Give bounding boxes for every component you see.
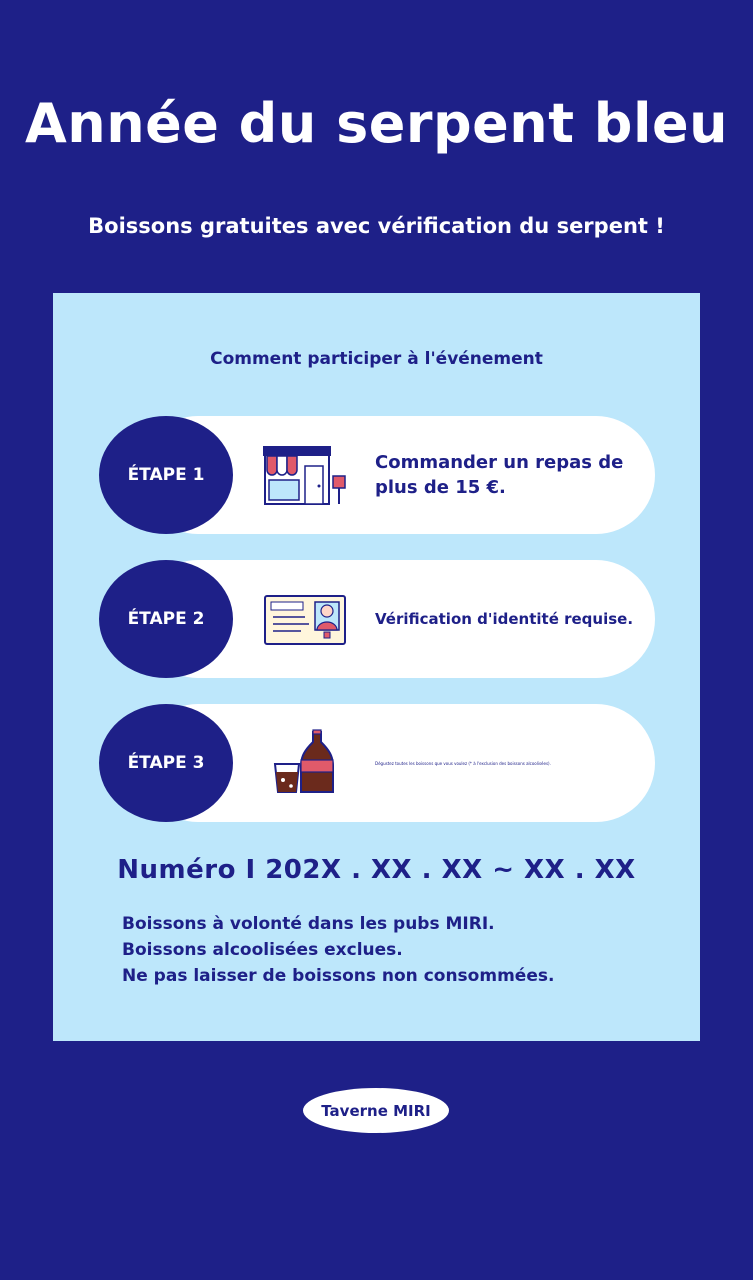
step-text: Dégustez toutes les boissons que vous voulez (* à l'exclusion des boissons alcoolisées). — [375, 760, 551, 766]
step-text: Vérification d'identité requise. — [375, 610, 634, 628]
panel-heading: Comment participer à l'événement — [210, 349, 543, 369]
event-period: Numéro I 202X . XX . XX ~ XX . XX — [117, 855, 636, 885]
step-badge: ÉTAPE 1 — [99, 416, 233, 534]
event-notes — [122, 911, 682, 989]
brand-logo: Taverne MIRI — [303, 1088, 449, 1133]
storefront-icon — [261, 440, 351, 510]
step-badge: ÉTAPE 3 — [99, 704, 233, 822]
note-line: Ne pas laisser de boissons non consommées. — [122, 966, 555, 986]
note-line: Boissons à volonté dans les pubs MIRI. — [122, 914, 495, 934]
step-2 — [99, 560, 655, 678]
id-card-icon — [261, 584, 351, 654]
step-badge: ÉTAPE 2 — [99, 560, 233, 678]
step-1 — [99, 416, 655, 534]
event-panel — [53, 293, 700, 1041]
step-text: Commander un repas de plus de 15 €. — [375, 452, 624, 498]
note-line: Boissons alcoolisées exclues. — [122, 940, 403, 960]
page-title: Année du serpent bleu — [24, 92, 729, 155]
step-3 — [99, 704, 655, 822]
drinks-icon — [261, 728, 351, 798]
page-subtitle: Boissons gratuites avec vérification du serpent ! — [88, 214, 665, 238]
